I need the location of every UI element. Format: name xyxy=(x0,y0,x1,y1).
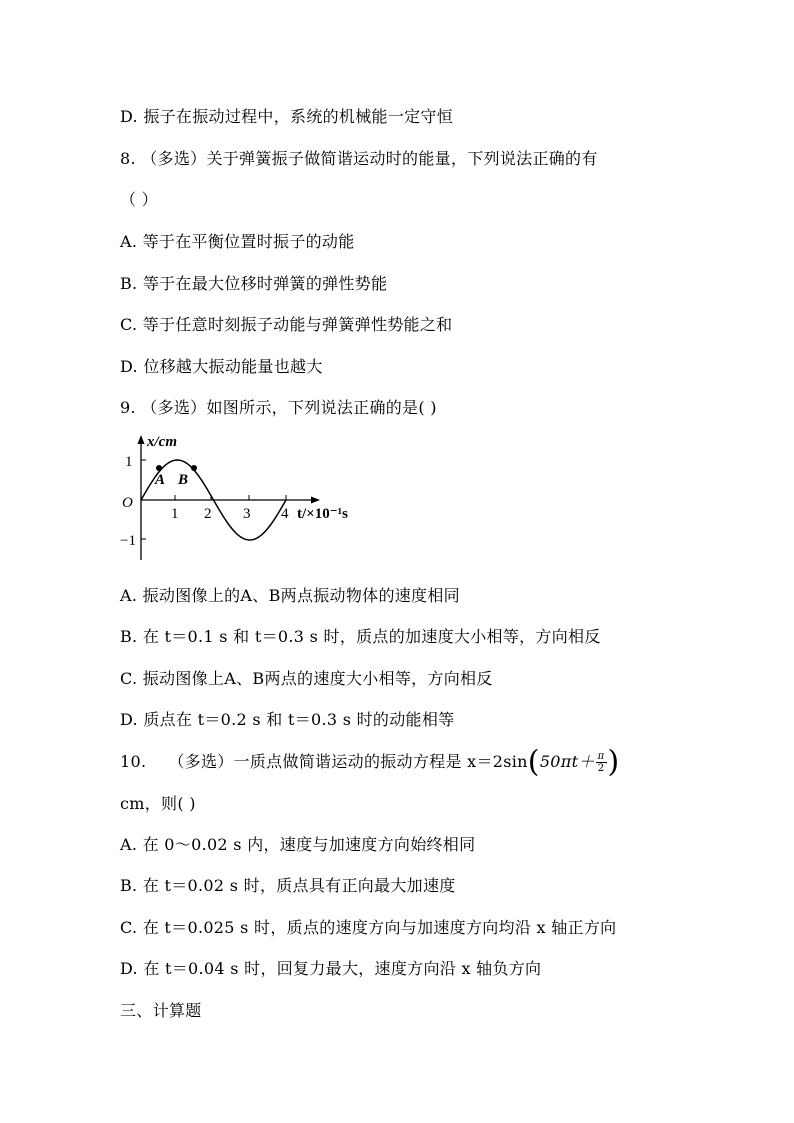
q8-option-b: B. 等于在最大位移时弹簧的弹性势能 xyxy=(120,274,388,293)
point-a-dot xyxy=(156,465,162,471)
q9-option-d: D. 质点在 t＝0.2 s 和 t＝0.3 s 时的动能相等 xyxy=(120,710,455,729)
q10-open-paren: ( xyxy=(527,744,540,780)
x-axis-label: t/×10⁻¹s xyxy=(297,506,348,522)
y-axis-arrow xyxy=(138,435,145,444)
question-9: 9. （多选）如图所示，下列说法正确的是( ) xyxy=(120,398,437,417)
q8-option-a: A. 等于在平衡位置时振子的动能 xyxy=(120,232,355,251)
q10-number: 10. xyxy=(120,752,147,771)
question-8: 8. （多选）关于弹簧振子做简谐运动时的能量，下列说法正确的有 xyxy=(120,149,598,168)
y-axis-label: x/cm xyxy=(147,434,177,450)
q10-frac-num: π xyxy=(597,751,605,762)
q10-frac-den: 2 xyxy=(597,763,605,774)
q10-option-d: D. 在 t＝0.04 s 时，回复力最大，速度方向沿 x 轴负方向 xyxy=(120,959,542,978)
vibration-graph xyxy=(115,432,375,567)
q8-option-c: C. 等于任意时刻振子动能与弹簧弹性势能之和 xyxy=(120,315,453,334)
q9-option-b: B. 在 t＝0.1 s 和 t＝0.3 s 时，质点的加速度大小相等，方向相反 xyxy=(120,627,601,646)
point-a-label: A xyxy=(155,472,166,488)
q10-text: （多选）一质点做简谐运动的振动方程是 x＝2sin xyxy=(168,752,528,771)
question-8-answer-paren: （ ） xyxy=(120,190,158,209)
q10-continuation: cm，则( ) xyxy=(120,794,196,813)
q10-inner: 50πt＋ xyxy=(539,752,595,771)
section-3-title: 三、计算题 xyxy=(120,1001,202,1020)
q10-option-a: A. 在 0～0.02 s 内，速度与加速度方向始终相同 xyxy=(120,835,476,854)
q10-close-paren: ) xyxy=(607,744,620,780)
q10-fraction xyxy=(596,751,607,774)
x-tick-label-2: 2 xyxy=(204,506,212,522)
x-tick-label-4: 4 xyxy=(281,506,289,522)
q10-option-c: C. 在 t＝0.025 s 时，质点的速度方向与加速度方向均沿 x 轴正方向 xyxy=(120,918,617,937)
y-tick-label-1: 1 xyxy=(125,454,133,470)
q8-option-d: D. 位移越大振动能量也越大 xyxy=(120,357,323,376)
x-tick-label-1: 1 xyxy=(171,506,179,522)
point-b-dot xyxy=(191,465,197,471)
y-tick-label-neg1: −1 xyxy=(120,533,136,549)
q9-option-c: C. 振动图像上A、B两点的速度大小相等，方向相反 xyxy=(120,669,493,688)
point-b-label: B xyxy=(178,472,189,488)
q9-option-a: A. 振动图像上的A、B两点振动物体的速度相同 xyxy=(120,586,460,605)
option-d-prev: D. 振子在振动过程中，系统的机械能一定守恒 xyxy=(120,107,454,126)
x-axis-arrow xyxy=(311,497,320,504)
x-tick-label-3: 3 xyxy=(243,506,251,522)
question-10 xyxy=(120,744,620,780)
origin-label: O xyxy=(122,495,133,511)
q10-option-b: B. 在 t＝0.02 s 时，质点具有正向最大加速度 xyxy=(120,876,456,895)
